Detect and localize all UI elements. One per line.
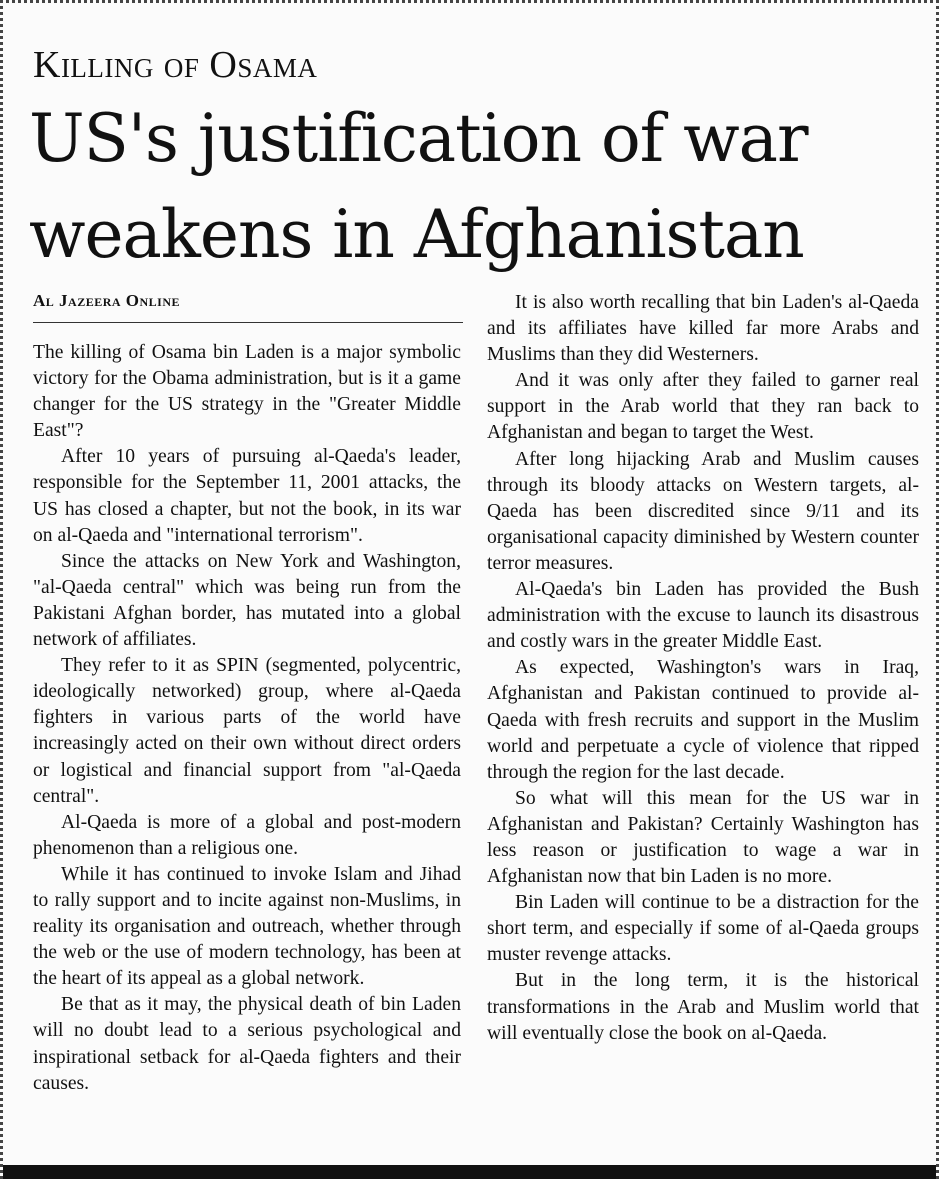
- paragraph: After 10 years of pursuing al-Qaeda's leader, responsible for the September 11, 2001 attacks, the US has closed a chapter, but not the book, in its war on al-Qaeda and "international terrorism".: [33, 446, 461, 546]
- paragraph: Be that as it may, the physical death of bin Laden will no doubt lead to a serious psychological and inspirational setback for al-Qaeda fighters and their causes.: [33, 994, 461, 1094]
- paragraph: And it was only after they failed to garner real support in the Arab world that they ran back to Afghanistan and began to target the West.: [487, 370, 919, 444]
- paragraph: After long hijacking Arab and Muslim causes through its bloody attacks on Western targets, al-Qaeda has been discredited since 9/11 and its organisational capacity diminished by Western counter terror measures.: [487, 448, 919, 574]
- bottom-border: [3, 1165, 936, 1179]
- paragraph: They refer to it as SPIN (segmented, polycentric, ideologically networked) group, where al-Qaeda fighters in various parts of the world have increasingly acted on their own without direct orders or logistical and financial support from "al-Qaeda central".: [33, 655, 461, 807]
- paragraph: Al-Qaeda is more of a global and post-modern phenomenon than a religious one.: [33, 811, 461, 859]
- section-kicker: Killing of Osama: [33, 44, 318, 86]
- article-column-left: [33, 340, 461, 1097]
- paragraph: Bin Laden will continue to be a distraction for the short term, and especially if some of al-Qaeda groups muster revenge attacks.: [487, 892, 919, 966]
- paragraph: As expected, Washington's wars in Iraq, Afghanistan and Pakistan continued to provide al-Qaeda with fresh recruits and support in the Muslim world and perpetuate a cycle of violence that ripped through the region for the last decade.: [487, 657, 919, 783]
- paragraph: While it has continued to invoke Islam and Jihad to rally support and to incite against non-Muslims, in reality its organisation and outreach, whether through the web or the use of modern technology, has been at the heart of its appeal as a global network.: [33, 863, 461, 990]
- headline: US's justification of war weakens in Afghanistan: [29, 100, 808, 273]
- paragraph: The killing of Osama bin Laden is a major symbolic victory for the Obama administration, but is it a game changer for the US strategy in the "Greater Middle East"?: [33, 342, 461, 442]
- byline: Al Jazeera Online: [33, 291, 181, 310]
- paragraph: But in the long term, it is the historical transformations in the Arab and Muslim world that will eventually close the book on al-Qaeda.: [487, 970, 919, 1044]
- paragraph: It is also worth recalling that bin Laden's al-Qaeda and its affiliates have killed far more Arabs and Muslims than they did Westerners.: [487, 292, 919, 366]
- paragraph: Since the attacks on New York and Washington, "al-Qaeda central" which was being run from the Pakistani Afghan border, has mutated into a global network of affiliates.: [33, 550, 461, 651]
- byline-divider: [33, 322, 463, 323]
- paragraph: So what will this mean for the US war in Afghanistan and Pakistan? Certainly Washington has less reason or justification to wage a war in Afghanistan now that bin Laden is no more.: [487, 787, 919, 888]
- article-column-right: [487, 290, 919, 1047]
- paragraph: Al-Qaeda's bin Laden has provided the Bush administration with the excuse to launch its disastrous and costly wars in the greater Middle East.: [487, 579, 919, 653]
